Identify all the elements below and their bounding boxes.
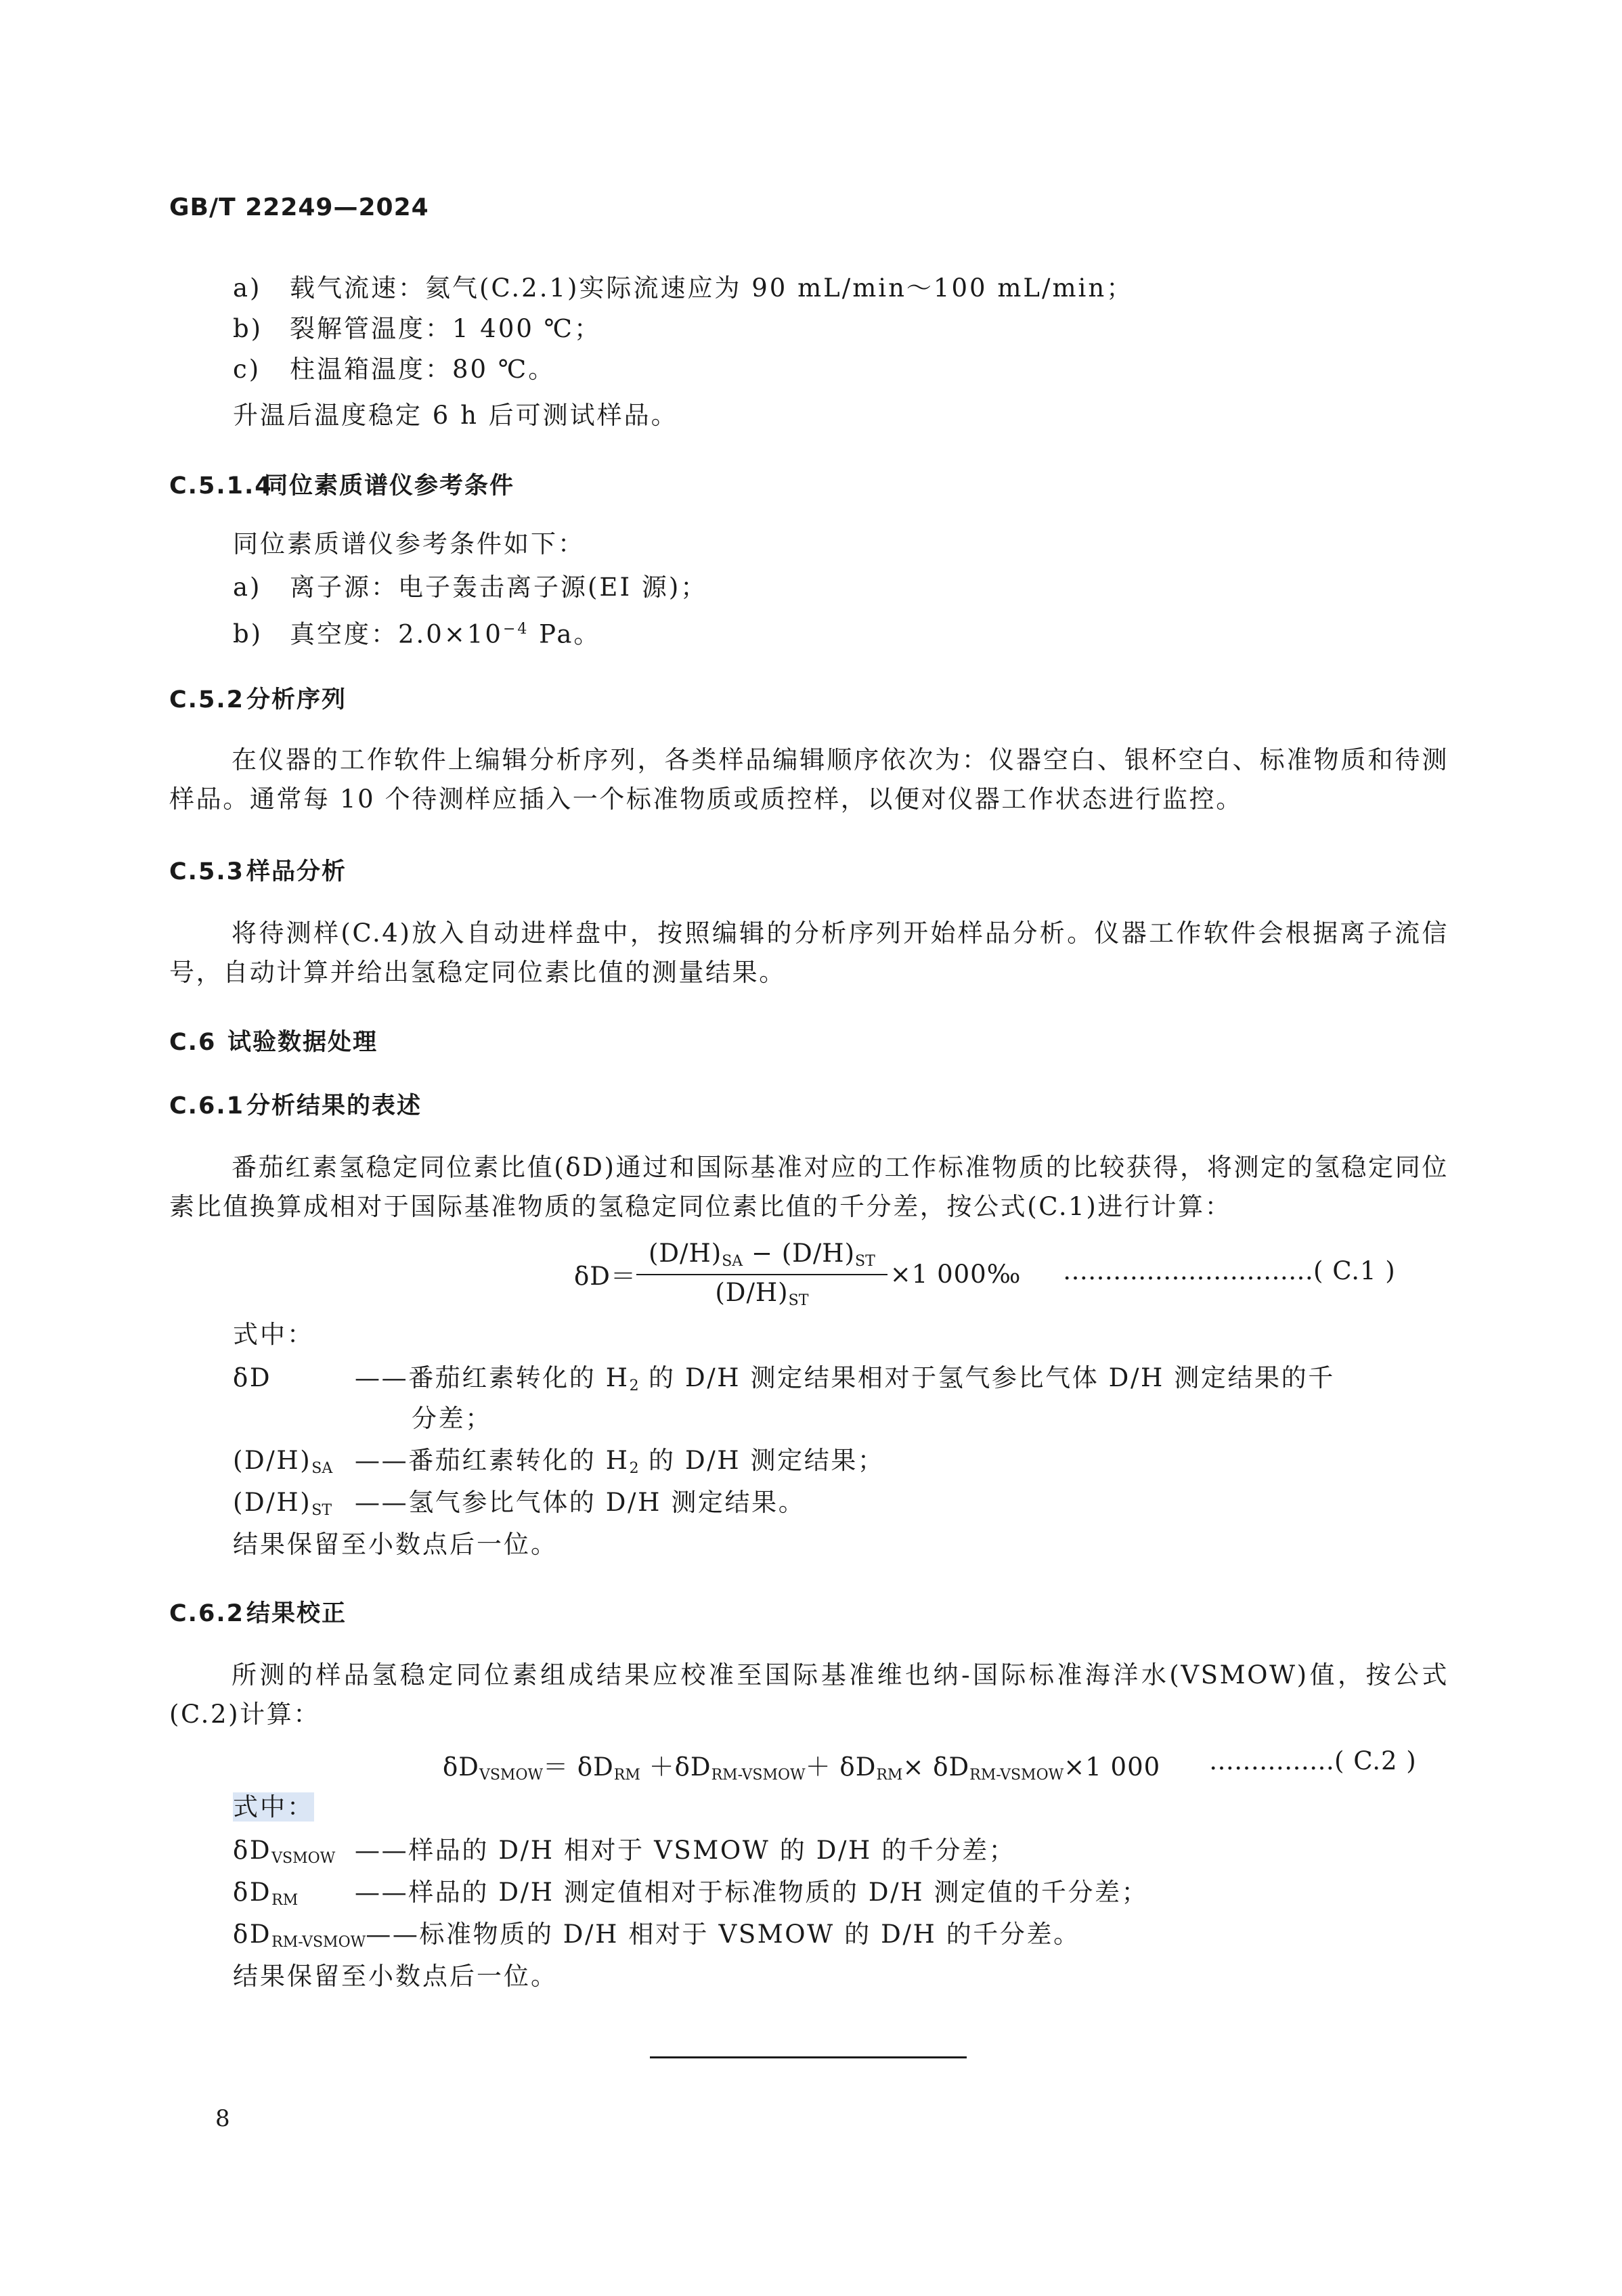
eq-fraction: $\frac{(D/H)_{SA} - (D/H)_{ST}}{(D/H)_{ST}}$ <box>636 1239 887 1309</box>
where-label: 式中： <box>233 1320 314 1349</box>
equation-c1 <box>574 1239 1021 1309</box>
where-label: 式中： <box>233 1792 314 1822</box>
rounding-note: 结果保留至小数点后一位。 <box>233 1962 558 1991</box>
section-heading-c514: C.5.1.4同位素质谱仪参考条件 <box>169 472 515 500</box>
paragraph-c52: 在仪器的工作软件上编辑分析序列，各类样品编辑顺序依次为：仪器空白、银杯空白、标准物质和待测样品。通常每 10 个待测样应插入一个标准物质或质控样，以便对仪器工作状态进行监控。 <box>169 745 1449 814</box>
definition-row: $\delta D_{RM-VSMOW}——$标准物质的 D/H 相对于 VSMOW 的 D/H 的千分差。 <box>233 1920 1080 1951</box>
section-heading-c6: C.6 试验数据处理 <box>169 1029 378 1056</box>
standard-code-header: GB/T 22249—2024 <box>169 194 429 221</box>
section-heading-c53: C.5.3样品分析 <box>169 858 347 885</box>
definition-row: δD ——番茄红素转化的 $H_2$ 的 D/H 测定结果相对于氢气参比气体 D/H 测定结果的千 <box>233 1363 1335 1394</box>
definition-row: $(D/H)_{ST}$ ——氢气参比气体的 D/H 测定结果。 <box>233 1488 806 1519</box>
intro-text: 同位素质谱仪参考条件如下： <box>233 529 585 558</box>
equation-c2-label: ……………( C.2 ) <box>1209 1746 1417 1775</box>
list-item: b) 裂解管温度：1 400 ℃； <box>233 314 602 343</box>
end-rule <box>650 2056 967 2058</box>
note-text: 升温后温度稳定 6 h 后可测试样品。 <box>233 401 678 430</box>
equation-c1-label: …………………………( C.1 ) <box>1063 1256 1396 1285</box>
list-item: a) 离子源：电子轰击离子源(EI 源)； <box>233 573 708 602</box>
definition-continuation: 分差； <box>412 1404 492 1433</box>
list-item: a) 载气流速：氦气(C.2.1)实际流速应为 90 mL/min～100 mL/min； <box>233 273 1134 303</box>
definition-row: $\delta D_{RM}$ ——样品的 D/H 测定值相对于标准物质的 D/H 测定值的千分差； <box>233 1878 1149 1909</box>
page-number: 8 <box>215 2105 230 2132</box>
paragraph-c62: 所测的样品氢稳定同位素组成结果应校准至国际基准维也纳-国际标准海洋水(VSMOW)值，按公式(C.2)计算： <box>169 1660 1449 1729</box>
definition-row: $(D/H)_{SA}$ ——番茄红素转化的 $H_2$ 的 D/H 测定结果； <box>233 1446 885 1477</box>
definition-row: $\delta D_{VSMOW}$ ——样品的 D/H 相对于 VSMOW 的 D/H 的千分差； <box>233 1836 1016 1867</box>
list-item: b) 真空度：$2.0\times 10^{-4}$ Pa。 <box>233 619 601 649</box>
list-item: c) 柱温箱温度：80 ℃。 <box>233 355 556 384</box>
section-heading-c61: C.6.1分析结果的表述 <box>169 1092 422 1120</box>
eq-multiplier: ×1 000‰ <box>890 1259 1022 1289</box>
section-heading-c62: C.6.2结果校正 <box>169 1600 347 1627</box>
section-heading-c52: C.5.2分析序列 <box>169 686 347 713</box>
eq-lhs: δD＝ <box>574 1262 636 1291</box>
rounding-note: 结果保留至小数点后一位。 <box>233 1530 558 1559</box>
paragraph-c61: 番茄红素氢稳定同位素比值(δD)通过和国际基准对应的工作标准物质的比较获得，将测定的氢稳定同位素比值换算成相对于国际基准物质的氢稳定同位素比值的千分差，按公式(C.1)进行计算： <box>169 1153 1449 1221</box>
paragraph-c53: 将待测样(C.4)放入自动进样盘中，按照编辑的分析序列开始样品分析。仪器工作软件会根据离子流信号，自动计算并给出氢稳定同位素比值的测量结果。 <box>169 919 1449 987</box>
equation-c2: $\delta D_{VSMOW}= \delta D_{RM} +\delta D_{RM-VSMOW}+ \delta D_{RM}\times \delta D_{RM-VSMOW}\times 1$ 000 <box>443 1752 1161 1784</box>
